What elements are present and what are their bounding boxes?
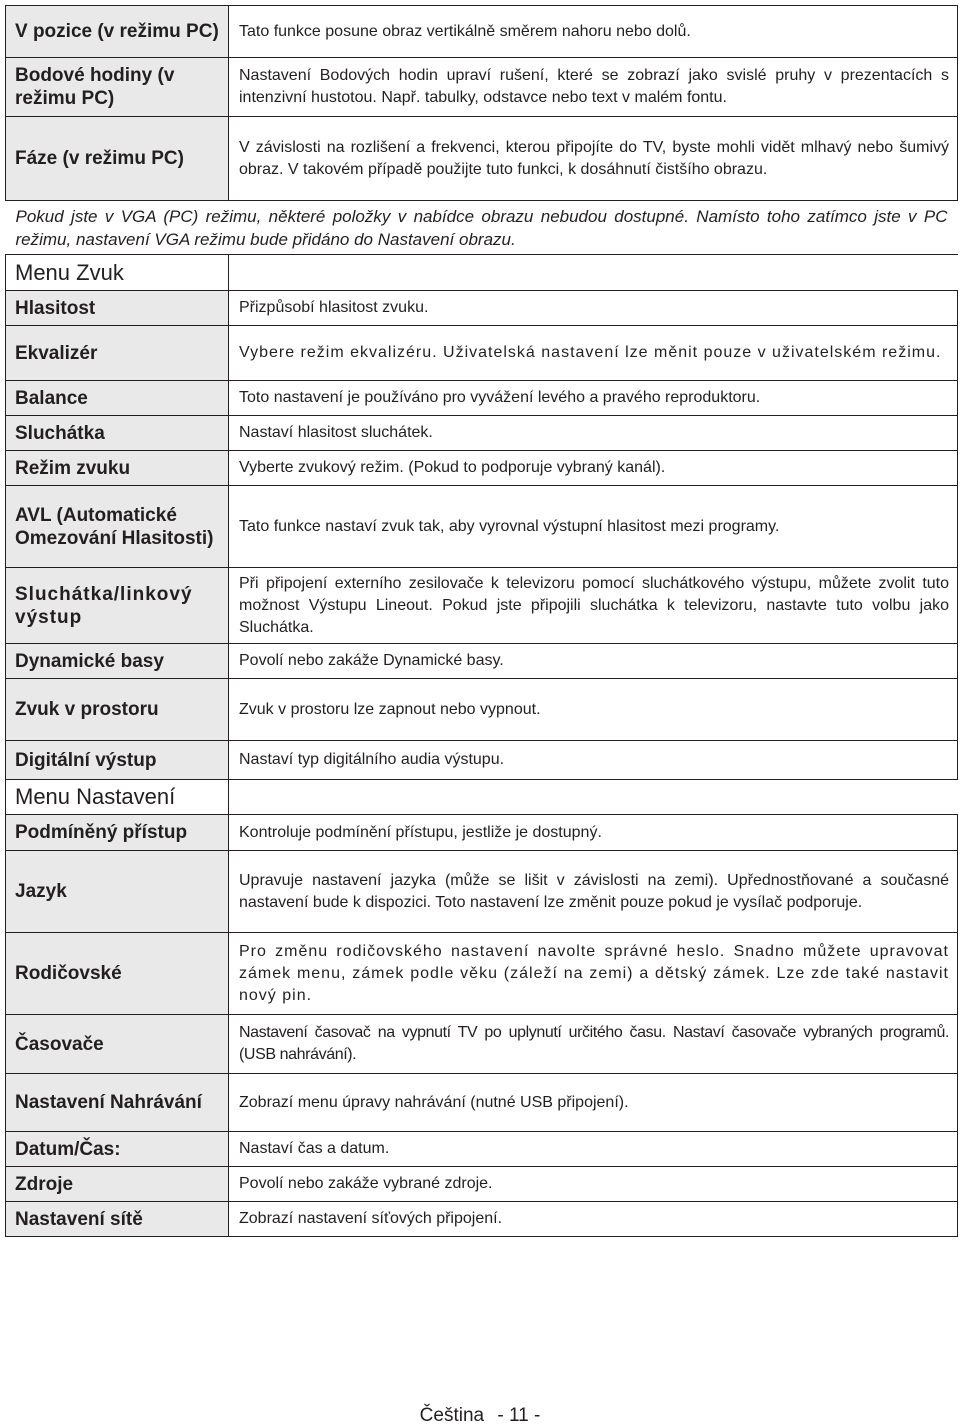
page-number: - 11 - bbox=[497, 1405, 541, 1426]
row-label: Sluchátka bbox=[6, 416, 229, 451]
vga-note: Pokud jste v VGA (PC) režimu, některé položky v nabídce obrazu nebudou dostupné. Namísto toho zatímco jste v PC režimu, nastavení VGA režimu bude přidáno do Nastavení obrazu. bbox=[6, 201, 958, 255]
blank-cell bbox=[229, 255, 958, 291]
table-row bbox=[6, 326, 958, 381]
table-row bbox=[6, 451, 958, 486]
row-label: Datum/Čas: bbox=[6, 1132, 229, 1167]
row-description: Vyberte zvukový režim. (Pokud to podporuje vybraný kanál). bbox=[229, 451, 958, 486]
row-label: AVL (Automatické Omezování Hlasitosti) bbox=[6, 486, 229, 568]
row-label: Rodičovské bbox=[6, 933, 229, 1015]
row-label: Fáze (v režimu PC) bbox=[6, 117, 229, 201]
row-label: Podmíněný přístup bbox=[6, 815, 229, 851]
row-description: Nastavení časovač na vypnutí TV po uplynutí určitého času. Nastaví časovače vybraných programů. (USB nahrávání). bbox=[229, 1015, 958, 1074]
row-description: Toto nastavení je používáno pro vyvážení levého a pravého reproduktoru. bbox=[229, 381, 958, 416]
row-label: Nastavení sítě bbox=[6, 1202, 229, 1237]
section-header-row bbox=[6, 780, 958, 815]
footer-language: Čeština bbox=[419, 1405, 485, 1426]
row-description: Povolí nebo zakáže vybrané zdroje. bbox=[229, 1167, 958, 1202]
table-row bbox=[6, 741, 958, 780]
row-label: Ekvalizér bbox=[6, 326, 229, 381]
table-row bbox=[6, 416, 958, 451]
row-label: Zvuk v prostoru bbox=[6, 679, 229, 741]
row-description: V závislosti na rozlišení a frekvenci, kterou připojíte do TV, byste mohli vidět mlhavý nebo šumivý obraz. V takovém případě použijte tuto funkci, k dosáhnutí čistšího obrazu. bbox=[229, 117, 958, 201]
table-row bbox=[6, 1015, 958, 1074]
table-row bbox=[6, 644, 958, 679]
table-row bbox=[6, 1202, 958, 1237]
table-row bbox=[6, 486, 958, 568]
row-description: Nastaví čas a datum. bbox=[229, 1132, 958, 1167]
row-description: Nastaví hlasitost sluchátek. bbox=[229, 416, 958, 451]
table-row bbox=[6, 1167, 958, 1202]
table-row bbox=[6, 679, 958, 741]
page-footer bbox=[0, 1405, 960, 1427]
row-description: Upravuje nastavení jazyka (může se lišit v závislosti na zemi). Upřednostňované a současné nastavení bude k dispozici. Toto nastavení lze změnit pouze pokud je vysílač podporuje. bbox=[229, 851, 958, 933]
table-row bbox=[6, 933, 958, 1015]
row-description: Povolí nebo zakáže Dynamické basy. bbox=[229, 644, 958, 679]
row-description: Pro změnu rodičovského nastavení navolte správné heslo. Snadno můžete upravovat zámek menu, zámek podle věku (záleží na zemi) a dětský zámek. Lze zde také nastavit nový pin. bbox=[229, 933, 958, 1015]
blank-cell bbox=[229, 780, 958, 815]
table-row bbox=[6, 6, 958, 58]
settings-table bbox=[5, 5, 958, 1237]
row-label: Digitální výstup bbox=[6, 741, 229, 780]
row-label: Zdroje bbox=[6, 1167, 229, 1202]
note-row bbox=[6, 201, 958, 255]
table-row bbox=[6, 291, 958, 326]
table-row bbox=[6, 1132, 958, 1167]
row-label: Sluchátka/linkový výstup bbox=[6, 568, 229, 644]
row-label: Jazyk bbox=[6, 851, 229, 933]
row-description: Přizpůsobí hlasitost zvuku. bbox=[229, 291, 958, 326]
row-description: Tato funkce posune obraz vertikálně směrem nahoru nebo dolů. bbox=[229, 6, 958, 58]
row-description: Zobrazí menu úpravy nahrávání (nutné USB připojení). bbox=[229, 1074, 958, 1132]
row-description: Tato funkce nastaví zvuk tak, aby vyrovnal výstupní hlasitost mezi programy. bbox=[229, 486, 958, 568]
row-label: Balance bbox=[6, 381, 229, 416]
row-description: Vybere režim ekvalizéru. Uživatelská nastavení lze měnit pouze v uživatelském režimu. bbox=[229, 326, 958, 381]
table-row bbox=[6, 851, 958, 933]
row-label: V pozice (v režimu PC) bbox=[6, 6, 229, 58]
row-description: Nastaví typ digitálního audia výstupu. bbox=[229, 741, 958, 780]
row-label: Nastavení Nahrávání bbox=[6, 1074, 229, 1132]
manual-page bbox=[5, 5, 958, 1237]
row-description: Při připojení externího zesilovače k televizoru pomocí sluchátkového výstupu, můžete zvolit tuto možnost Výstupu Lineout. Pokud jste připojili sluchátka k televizoru, nastavte tuto volbu jako Sluchátka. bbox=[229, 568, 958, 644]
row-description: Zvuk v prostoru lze zapnout nebo vypnout. bbox=[229, 679, 958, 741]
row-label: Dynamické basy bbox=[6, 644, 229, 679]
section-header-row bbox=[6, 255, 958, 291]
row-label: Hlasitost bbox=[6, 291, 229, 326]
table-row bbox=[6, 568, 958, 644]
table-row bbox=[6, 381, 958, 416]
sound-menu-title: Menu Zvuk bbox=[6, 255, 229, 291]
table-row bbox=[6, 1074, 958, 1132]
row-description: Zobrazí nastavení síťových připojení. bbox=[229, 1202, 958, 1237]
row-label: Časovače bbox=[6, 1015, 229, 1074]
table-row bbox=[6, 117, 958, 201]
row-description: Kontroluje podmínění přístupu, jestliže je dostupný. bbox=[229, 815, 958, 851]
row-label: Bodové hodiny (v režimu PC) bbox=[6, 58, 229, 117]
table-row bbox=[6, 815, 958, 851]
row-label: Režim zvuku bbox=[6, 451, 229, 486]
table-row bbox=[6, 58, 958, 117]
settings-menu-title: Menu Nastavení bbox=[6, 780, 229, 815]
row-description: Nastavení Bodových hodin upraví rušení, které se zobrazí jako svislé pruhy v prezentacích s intenzivní hustotou. Např. tabulky, odstavce nebo text v malém fontu. bbox=[229, 58, 958, 117]
